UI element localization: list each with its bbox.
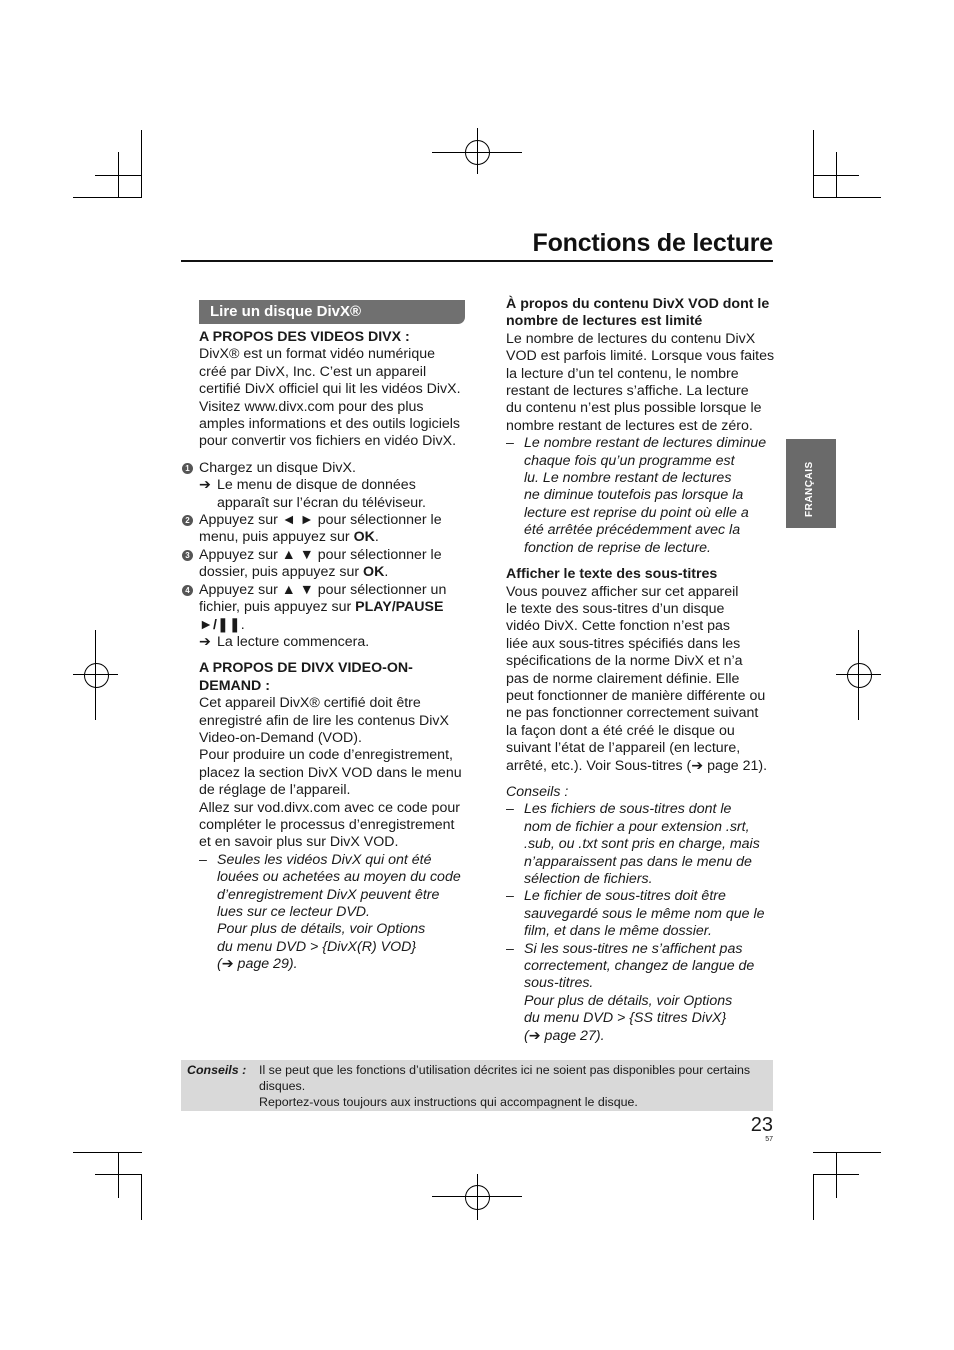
vod-line: et en savoir plus sur DivX VOD.: [199, 834, 399, 851]
vod-line: placez la section DivX VOD dans le menu: [199, 764, 462, 781]
vod-count-heading: nombre de lectures est limité: [506, 313, 703, 330]
vod-line: Allez sur vod.divx.com avec ce code pour: [199, 799, 461, 816]
step-number: 4: [182, 585, 193, 596]
vod-count-line: la lecture d’un tel contenu, le nombre: [506, 365, 739, 382]
tip-1: – Les fichiers de sous-titres dont le nom de fichier a pour extension .srt, .sub, ou .txt sont pris en charge, mais n’apparaissent pas dans le menu de sélection de fichiers.: [506, 801, 760, 887]
subtitles-line: pas de norme clairement définie. Elle: [506, 670, 740, 687]
conseils-label: Conseils :: [506, 783, 569, 800]
vod-count-line: nombre restant de lectures est de zéro.: [506, 417, 753, 434]
step-2: 2 Appuyez sur ◄ ► pour sélectionner le menu, puis appuyez sur OK.: [199, 512, 479, 547]
title-rule: [181, 260, 773, 262]
play-pause-icon: ►/❚❚: [199, 616, 241, 633]
dash: –: [506, 888, 514, 905]
vod-line: de réglage de l’appareil.: [199, 782, 351, 799]
vod-line: Video-on-Demand (VOD).: [199, 729, 362, 746]
key-label: OK: [363, 564, 385, 581]
footer-tips-text: Il se peut que les fonctions d’utilisation décrites ici ne soient pas disponibles pour certains disques. Reportez-vous toujours aux instructions qui accompagnent le disque.: [259, 1063, 751, 1110]
subtitles-line: spécifications de la norme DivX et n’a: [506, 653, 743, 670]
vod-note-line: louées ou achetées au moyen du code: [217, 869, 461, 886]
tip-2: – Le fichier de sous-titres doit être sauvegardé sous le même nom que le film, et dans le même dossier.: [506, 888, 765, 940]
vod-line: Cet appareil DivX® certifié doit être: [199, 695, 421, 712]
step-4: 4 Appuyez sur ▲ ▼ pour sélectionner un fichier, puis appuyez sur PLAY/PAUSE ►/❚❚. ➔ La lecture commencera.: [199, 582, 479, 652]
key-label: OK: [353, 529, 375, 546]
footer-tips-label: Conseils :: [187, 1063, 247, 1077]
step-text: Appuyez sur ▲ ▼ pour sélectionner un: [199, 581, 447, 598]
subtitles-line: ne pas fonctionner correctement suivant: [506, 705, 759, 722]
section-title: Lire un disque DivX®: [210, 303, 362, 320]
vod-note-line: d’enregistrement DivX peuvent être: [217, 886, 440, 903]
page-number: 23: [750, 1114, 773, 1136]
subtitles-heading: Afficher le texte des sous-titres: [506, 566, 718, 583]
about-line: certifié DivX officiel qui lit les vidéos DivX.: [199, 381, 461, 398]
right-column: [506, 296, 778, 1045]
page-reference: (➔ page 29).: [217, 956, 298, 973]
vod-heading: A PROPOS DE DIVX VIDEO-ON-: [199, 660, 413, 677]
step-text: Appuyez sur ◄ ► pour sélectionner le: [199, 512, 442, 529]
vod-count-line: VOD est parfois limité. Lorsque vous faites: [506, 348, 775, 365]
about-line: pour convertir vos fichiers en vidéo DivX.: [199, 433, 457, 450]
subtitles-line: Vous pouvez afficher sur cet appareil: [506, 583, 739, 600]
about-line: DivX® est un format vidéo numérique: [199, 346, 435, 363]
vod-line: compléter le processus d’enregistrement: [199, 816, 455, 833]
vod-note-line: lues sur ce lecteur DVD.: [217, 904, 370, 920]
about-divx-heading: A PROPOS DES VIDEOS DIVX :: [199, 329, 410, 345]
step-1: [185, 459, 479, 512]
page-title: Fonctions de lecture: [532, 229, 773, 257]
language-tab: [786, 439, 836, 528]
about-line: amples informations et des outils logiciels: [199, 416, 461, 433]
vod-note-line: Seules les vidéos DivX qui ont été: [217, 851, 432, 868]
step-number: 3: [182, 550, 193, 561]
vod-count-note: – Le nombre restant de lectures diminue chaque fois qu’un programme est lu. Le nombre restant de lectures ne diminue toutefois pas lorsque la lecture est reprise du point où elle a été arrêtée précédemment avec la fonction de reprise de lecture.: [506, 435, 767, 556]
vod-count-heading: À propos du contenu DivX VOD dont le: [506, 296, 770, 312]
step-result: apparaît sur l’écran du téléviseur.: [217, 494, 426, 511]
subtitles-line: le texte des sous-titres d’un disque: [506, 600, 725, 617]
key-label: PLAY/PAUSE: [355, 599, 444, 616]
vod-line: enregistré afin de lire les contenus DivX: [199, 712, 449, 729]
subtitles-line: vidéo DivX. Cette fonction n’est pas: [506, 618, 730, 635]
step-text: Chargez un disque DivX.: [199, 459, 356, 476]
subtitles-line: la façon dont a été créé le disque ou: [506, 722, 735, 739]
step-number: 1: [182, 463, 193, 474]
subtitles-line: liée aux sous-titres spécifiés dans les: [506, 635, 741, 652]
step-number: 2: [182, 515, 193, 526]
tip-3: – Si les sous-titres ne s’affichent pas correctement, changez de langue de sous-titres. Pour plus de détails, voir Options du menu DVD > {SS titres DivX} (➔ page 27).: [506, 940, 755, 1044]
step-result: Le menu de disque de données: [217, 477, 416, 494]
arrow-icon: ➔: [199, 633, 211, 650]
dash: –: [506, 940, 514, 957]
left-column: [185, 329, 479, 974]
footer-tips-box: [181, 1060, 773, 1111]
dash: –: [506, 435, 514, 452]
vod-note: [199, 852, 479, 974]
language-tab-label: FRANÇAIS: [804, 461, 815, 517]
step-3: 3 Appuyez sur ▲ ▼ pour sélectionner le dossier, puis appuyez sur OK.: [199, 547, 479, 582]
step-text: menu, puis appuyez sur: [199, 529, 354, 546]
about-line: créé par DivX, Inc. C’est un appareil: [199, 363, 427, 380]
step-result: La lecture commencera.: [217, 633, 370, 650]
vod-note-line: du menu DVD > {DivX(R) VOD}: [217, 938, 417, 955]
subtitles-line: arrêté, etc.). Voir Sous-titres (➔ page 21).: [506, 757, 768, 774]
about-line: Visitez www.divx.com pour des plus: [199, 398, 424, 415]
arrow-icon: ➔: [199, 477, 211, 494]
vod-heading: DEMAND :: [199, 677, 270, 694]
vod-line: Pour produire un code d’enregistrement,: [199, 747, 453, 764]
dash: –: [199, 851, 207, 868]
vod-count-line: restant de lectures s’affiche. La lecture: [506, 383, 749, 400]
step-text: dossier, puis appuyez sur: [199, 564, 364, 581]
subtitles-line: suivant l’état de l’appareil (en lecture,: [506, 740, 741, 757]
sheet-number: 57: [765, 1136, 773, 1143]
subtitles-line: peut fonctionner de manière différente ou: [506, 687, 766, 704]
vod-note-line: Pour plus de détails, voir Options: [217, 921, 426, 938]
dash: –: [506, 801, 514, 818]
step-text: fichier, puis appuyez sur: [199, 599, 356, 616]
step-text: Appuyez sur ▲ ▼ pour sélectionner le: [199, 546, 442, 563]
vod-count-line: Le nombre de lectures du contenu DivX: [506, 330, 756, 347]
vod-count-line: du contenu n’est plus possible lorsque le: [506, 400, 762, 417]
section-title-bar: [199, 300, 465, 324]
